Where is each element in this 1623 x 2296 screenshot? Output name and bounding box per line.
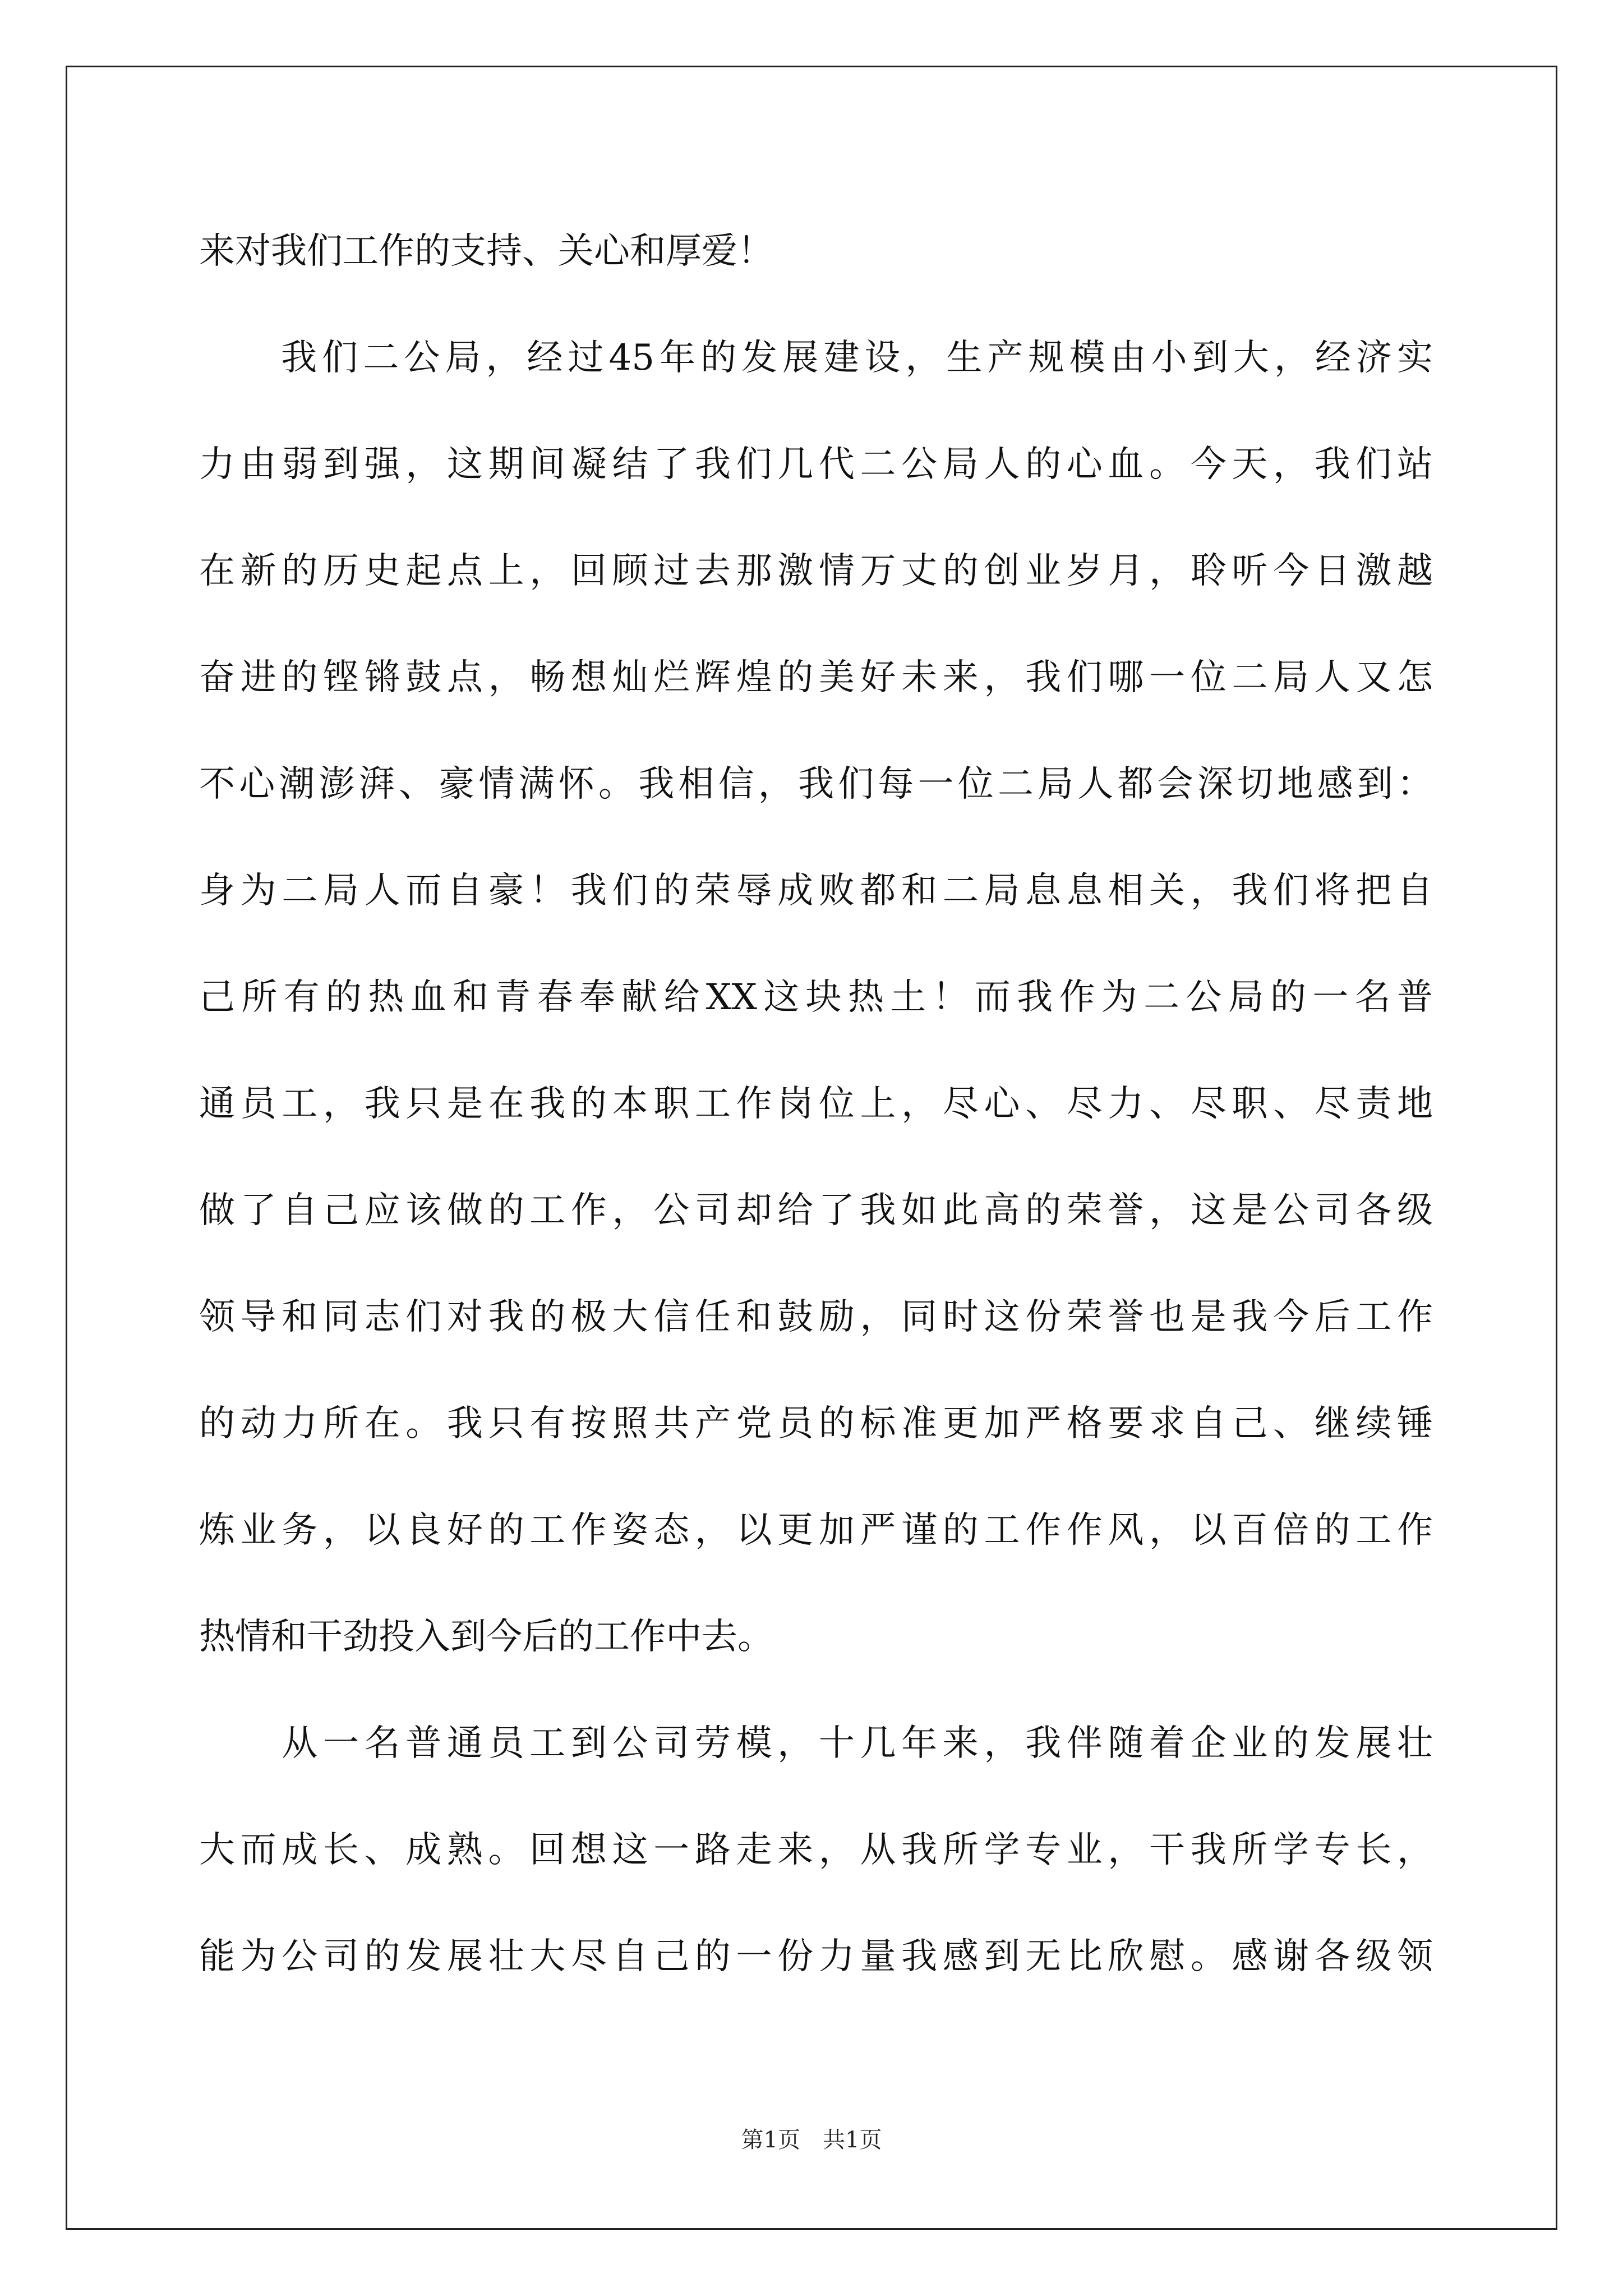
text-line: 不心潮澎湃、豪情满怀。我相信，我们每一位二局人都会深切地感到： [199, 763, 1433, 805]
text-line: 的动力所在。我只有按照共产党员的标准更加严格要求自己、继续锤 [199, 1403, 1433, 1444]
text-line: 奋进的铿锵鼓点，畅想灿烂辉煌的美好未来，我们哪一位二局人又怎 [199, 657, 1433, 698]
page-footer: 第1页 共1页 [741, 2127, 882, 2153]
text-line: 在新的历史起点上，回顾过去那激情万丈的创业岁月，聆听今日激越 [199, 550, 1433, 592]
text-line: 做了自己应该做的工作，公司却给了我如此高的荣誉，这是公司各级 [199, 1190, 1433, 1231]
text-line: 己所有的热血和青春奉献给XX这块热土！而我作为二公局的一名普 [199, 977, 1433, 1018]
text-line: 力由弱到强，这期间凝结了我们几代二公局人的心血。今天，我们站 [199, 444, 1433, 485]
text-line: 通员工，我只是在我的本职工作岗位上，尽心、尽力、尽职、尽责地 [199, 1083, 1433, 1125]
text-line: 热情和干劲投入到今后的工作中去。 [199, 1616, 773, 1658]
document-body [199, 218, 1433, 2030]
text-line: 大而成长、成熟。回想这一路走来，从我所学专业，干我所学专长， [199, 1829, 1433, 1871]
text-line: 领导和同志们对我的极大信任和鼓励，同时这份荣誉也是我今后工作 [199, 1296, 1433, 1338]
text-line: 能为公司的发展壮大尽自己的一份力量我感到无比欣慰。感谢各级领 [199, 1936, 1433, 1977]
text-line: 来对我们工作的支持、关心和厚爱！ [199, 231, 773, 272]
text-line: 我们二公局，经过45年的发展建设，生产规模由小到大，经济实 [199, 337, 1433, 379]
text-line: 炼业务，以良好的工作姿态，以更加严谨的工作作风，以百倍的工作 [199, 1510, 1433, 1551]
text-line: 从一名普通员工到公司劳模，十几年来，我伴随着企业的发展壮 [199, 1723, 1433, 1764]
text-line: 身为二局人而自豪！我们的荣辱成败都和二局息息相关，我们将把自 [199, 870, 1433, 912]
